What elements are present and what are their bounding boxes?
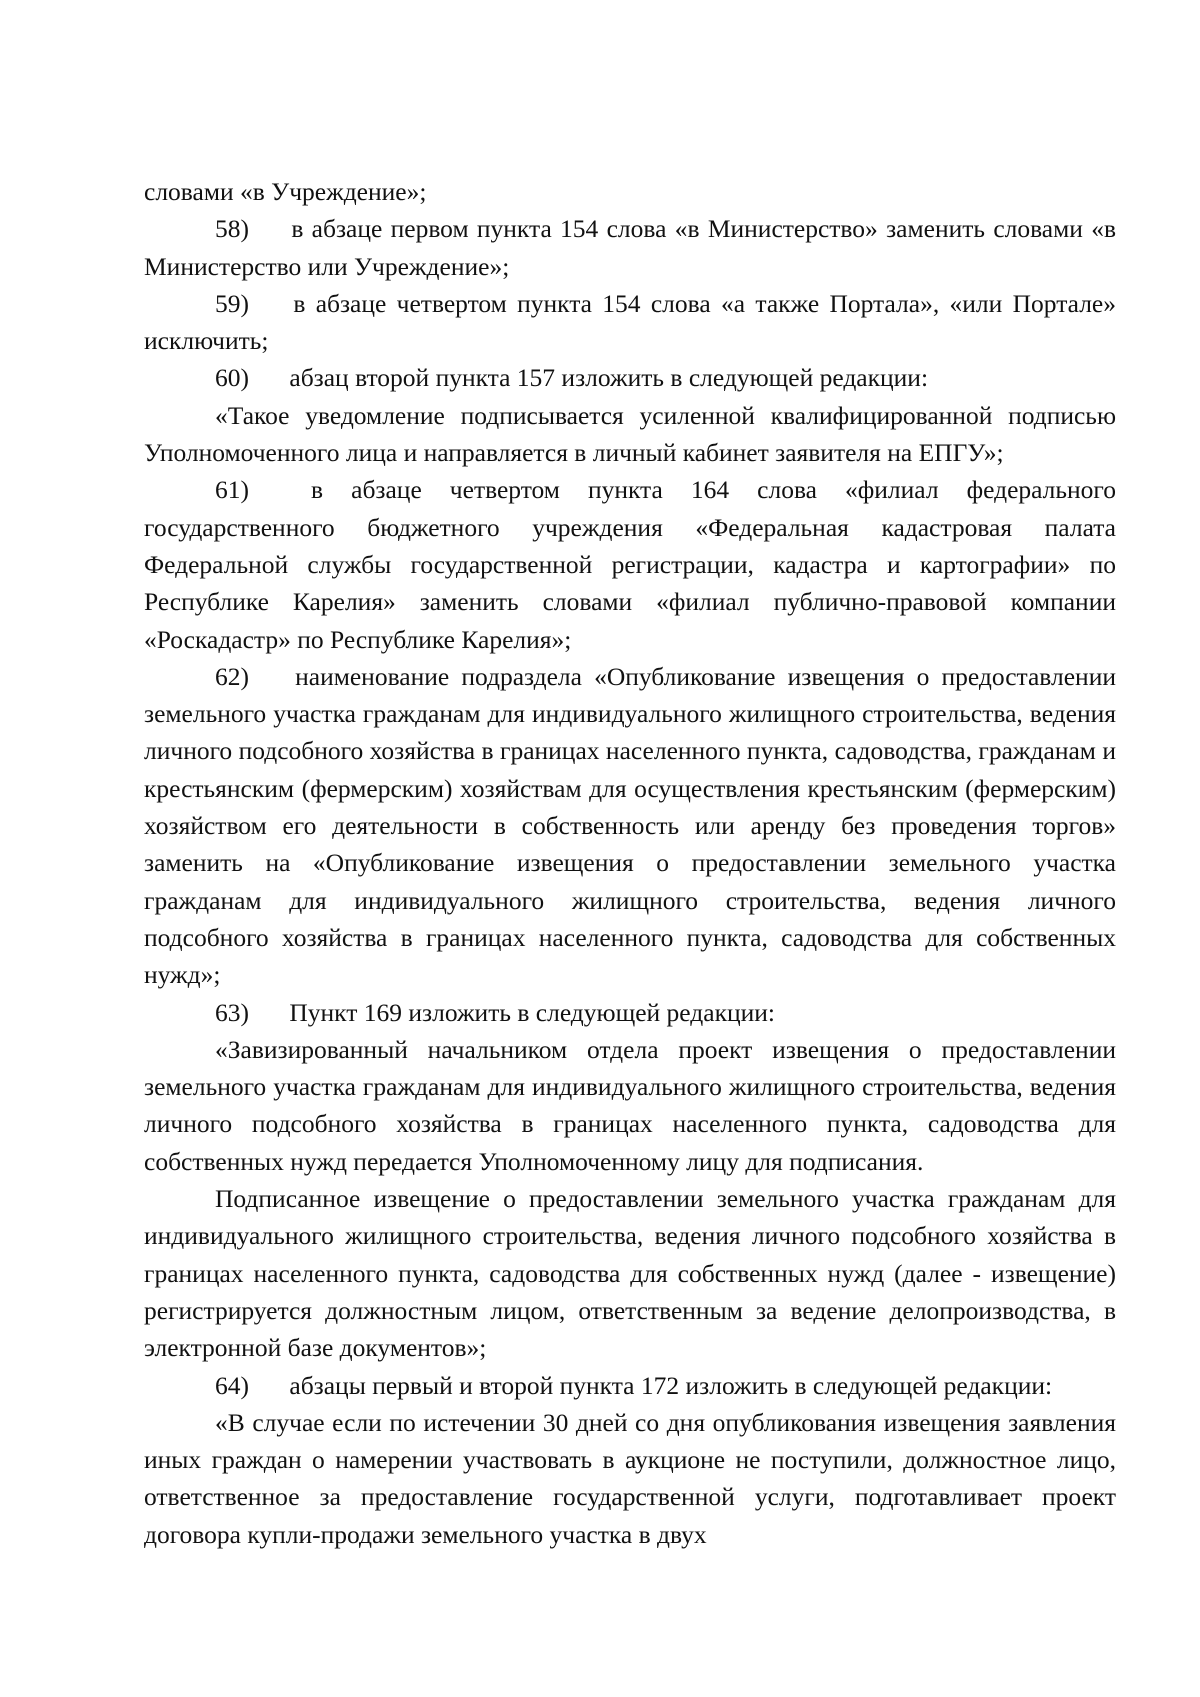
paragraph-signed-notice (144, 1180, 1116, 1366)
paragraph-text: наименование подраздела «Опубликование извещения о предоставлении земельного участка гражданам для индивидуального жилищного строительства, ведения личного подсобного хозяйства в границах населенного пункта, садоводства, гражданам и крестьянским (фермерским) хозяйствам для осуществления крестьянским (фермерским) хозяйством его деятельности в собственность или аренду без проведения торгов» заменить на «Опубликование извещения о предоставлении земельного участка гражданам для индивидуального жилищного строительства, ведения личного подсобного хозяйства в границах населенного пункта, садоводства для собственных нужд»; (144, 661, 1116, 990)
paragraph-text: Пункт 169 изложить в следующей редакции: (289, 997, 775, 1027)
paragraph-quote-notification (144, 397, 1116, 472)
item-number: 61) (215, 475, 249, 505)
paragraph-text: абзац второй пункта 157 изложить в следующей редакции: (289, 363, 929, 393)
paragraph-item-61 (144, 471, 1116, 657)
item-number: 58) (215, 214, 249, 244)
document-body (144, 173, 1116, 1553)
paragraph-text: Подписанное извещение о предоставлении земельного участка гражданам для индивидуального жилищного строительства, ведения личного подсобного хозяйства в границах населенного пункта, садоводства для собственных нужд (далее - извещение) регистрируется должностным лицом, ответственным за ведение делопроизводства, в электронной базе документов»; (144, 1184, 1116, 1363)
item-number: 64) (215, 1370, 249, 1400)
paragraph-text: в абзаце четвертом пункта 164 слова «филиал федерального государственного бюджетного учреждения «Федеральная кадастровая палата Федеральной службы государственной регистрации, кадастра и картографии» по Республике Карелия» заменить словами «филиал публично-правовой компании «Роскадастр» по Республике Карелия»; (144, 475, 1117, 654)
item-number: 59) (215, 288, 249, 318)
paragraph-item-64 (144, 1367, 1116, 1404)
paragraph-text: словами «в Учреждение»; (144, 177, 427, 206)
paragraph-item-59 (144, 285, 1116, 360)
paragraph-text: «Завизированный начальником отдела проект извещения о предоставлении земельного участка гражданам для индивидуального жилищного строительства, ведения личного подсобного хозяйства в границах населенного пункта, садоводства для собственных нужд передается Уполномоченному лицу для подписания. (144, 1034, 1116, 1176)
paragraph-text: в абзаце первом пункта 154 слова «в Министерство» заменить словами «в Министерство или Учреждение»; (144, 214, 1117, 281)
paragraph-item-62 (144, 658, 1116, 994)
paragraph-item-60 (144, 359, 1116, 396)
paragraph-text: «Такое уведомление подписывается усиленной квалифицированной подписью Уполномоченного лица и направляется в личный кабинет заявителя на ЕПГУ»; (144, 400, 1116, 468)
paragraph-text: «В случае если по истечении 30 дней со дня опубликования извещения заявления иных граждан о намерении участвовать в аукционе не поступили, должностное лицо, ответственное за предоставление государственной услуги, подготавливает проект договора купли-продажи земельного участка в двух (144, 1407, 1116, 1549)
item-number: 63) (215, 997, 249, 1027)
paragraph-item-63 (144, 994, 1116, 1031)
paragraph-item-58 (144, 210, 1116, 285)
paragraph-quote-auction (144, 1404, 1116, 1553)
paragraph-text: в абзаце четвертом пункта 154 слова «а также Портала», «или Портале» исключить; (144, 288, 1116, 356)
paragraph-quote-draft-notice (144, 1031, 1116, 1180)
item-number: 60) (215, 363, 249, 393)
item-number: 62) (215, 661, 249, 691)
paragraph-continuation (144, 173, 1116, 210)
paragraph-text: абзацы первый и второй пункта 172 изложить в следующей редакции: (289, 1370, 1053, 1400)
